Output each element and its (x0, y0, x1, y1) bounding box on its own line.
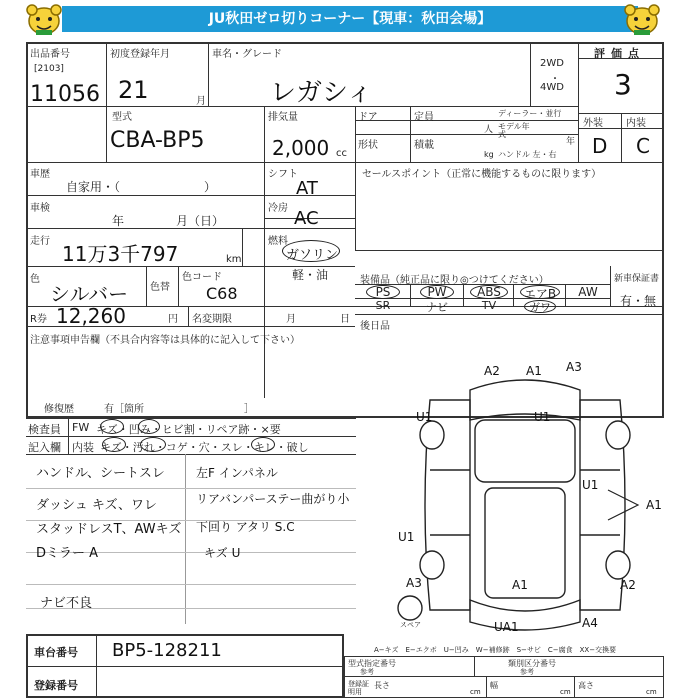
mileage-unit: km (226, 254, 242, 265)
note-left-5: ナビ不良 (40, 596, 93, 611)
inspector-label: 検査員 (28, 423, 61, 436)
mark-a1-right: A1 (646, 498, 662, 512)
mark-ua1-rear: UA1 (494, 620, 519, 634)
mark-u1-right-door: U1 (582, 478, 599, 492)
capacity-label: 定員 (414, 112, 434, 123)
warranty-value: 有・無 (620, 294, 657, 308)
inspection-label: 車検 (30, 203, 50, 214)
equip-gawa: ガワ (529, 301, 551, 314)
inspection-month: 月（日） (176, 214, 225, 228)
equip-ps: PS (375, 285, 391, 299)
drive-2wd: 2WD (540, 58, 564, 69)
note-right-1: 左F インパネル (196, 466, 278, 480)
color-code: C68 (206, 284, 238, 303)
cert-label: 登録証明用 (348, 680, 369, 696)
check-wear-circle (251, 437, 275, 452)
chassis-label: 車台番号 (34, 646, 78, 659)
ac-value: AC (294, 208, 319, 229)
name-change-month: 月 (286, 314, 296, 325)
fuel-label: 燃料 (268, 236, 288, 247)
fuel-diesel: 軽・油 (292, 268, 329, 282)
drive-4wd: 4WD (540, 82, 564, 93)
note-left-2: ダッシュ キズ、ワレ (36, 498, 158, 513)
inspection-year: 年 (112, 214, 125, 228)
equip-tv: TV (481, 299, 497, 312)
lot-label: 出品番号 (30, 49, 70, 60)
note-left-3: スタッドレスT、AWキズ (36, 522, 182, 537)
recycle-unit: 円 (168, 314, 178, 325)
equip-navi: ナビ (426, 301, 448, 314)
mark-a2-rear: A2 (620, 578, 636, 592)
check-dent-circle (138, 419, 160, 434)
color-swap-label: 色替 (150, 282, 170, 293)
year-unit: 年 (566, 137, 576, 147)
equip-abs: ABS (477, 285, 501, 299)
wheel-front-left (420, 421, 444, 449)
spare-tire (398, 596, 422, 620)
equip-ps-circle (366, 285, 400, 299)
fuel-gas-circle (282, 240, 340, 262)
interior-check-label: 内装 (72, 441, 94, 454)
shift-label: シフト (268, 169, 298, 180)
person-label: 人 (484, 125, 494, 135)
front-bumper-outline (470, 380, 580, 420)
equip-aw: AW (578, 285, 598, 299)
first-reg-label: 初度登録年月 (110, 49, 170, 60)
check-row-1: キズ・凹み・ヒビ割・リペア跡・×要 (96, 423, 281, 436)
height-label: 高さ (578, 681, 594, 690)
displacement-label: 排気量 (268, 112, 298, 123)
ref-label-2: 参考 (520, 668, 534, 676)
shape-label: 形状 (358, 140, 378, 151)
lot-number: 11056 (30, 82, 100, 107)
eval-label: 評価点 (594, 47, 645, 60)
displacement-value: 2,000 (272, 136, 330, 160)
warranty-label: 新車保証書 (614, 274, 660, 284)
note-left-4: Dミラー A (36, 546, 99, 561)
model-year-label: モデル年式 (498, 122, 530, 139)
equip-sr: SR (375, 299, 391, 312)
fw-label: FW (72, 421, 90, 434)
exterior-grade: D (592, 134, 608, 158)
mileage-label: 走行 (30, 236, 50, 247)
equip-abs-circle (470, 285, 508, 299)
color-code-label: 色コード (182, 272, 222, 283)
sales-points-label: セールスポイント（正常に機能するものに限ります） (362, 169, 602, 180)
chassis-value: BP5-128211 (112, 640, 222, 661)
check-dirt-circle (140, 437, 166, 452)
mascot-logo-left (22, 2, 66, 38)
mileage-value: 11万3千797 (62, 242, 179, 266)
equipment-label: 装備品（純正品に限り◎つけてください） (360, 275, 549, 286)
car-name: レガシィ (270, 78, 373, 108)
name-change-label: 名変期限 (192, 314, 232, 325)
model-label: 型式 (112, 112, 132, 123)
first-reg-year: 21 (118, 76, 149, 104)
exterior-label: 外装 (583, 118, 603, 129)
category-label: 類別区分番号 (508, 659, 556, 668)
wheel-front-right (606, 421, 630, 449)
notes-label: 注意事項申告欄（不具合内容等は具体的に記入して下さい） (30, 335, 300, 346)
mark-a2-front: A2 (484, 364, 500, 378)
equip-airbag: エアB (523, 287, 557, 301)
width-unit: cm (560, 688, 571, 696)
fuel-gas: ガソリン (286, 248, 339, 263)
mark-u1-hood: U1 (534, 410, 551, 424)
recycle-label: R券 (30, 314, 47, 325)
eval-score: 3 (614, 68, 632, 101)
door-label: ドア (358, 112, 378, 123)
registration-label: 登録番号 (34, 679, 78, 692)
check-row-2: キズ・汚れ・コゲ・穴・スレ・キレ・破し (100, 441, 309, 454)
history-value: 自家用・（ ） (66, 180, 217, 194)
later-items-label: 後日品 (360, 321, 390, 332)
interior-grade: C (636, 134, 650, 158)
load-label: 積載 (414, 140, 434, 151)
header (0, 0, 700, 40)
ac-label: 冷房 (268, 203, 288, 214)
color-value: シルバー (50, 282, 129, 306)
mascot-logo-right (620, 2, 664, 38)
mark-a4-rear: A4 (582, 616, 598, 630)
entry-label: 記入欄 (28, 441, 61, 454)
mark-a1-rear: A1 (512, 578, 528, 592)
hood-outline (475, 420, 575, 482)
first-reg-month-unit: 月 (196, 96, 206, 107)
repair-value: 有［箇所 ］ (104, 404, 254, 415)
check-int-scratch-circle (102, 437, 126, 452)
length-label: 長さ (374, 681, 390, 690)
load-unit: kg (484, 150, 494, 159)
note-right-3: 下回り アタリ S.C (196, 520, 295, 534)
name-change-day: 日 (340, 314, 350, 325)
rear-bumper-outline (470, 600, 580, 630)
color-label: 色 (30, 274, 40, 285)
note-right-4: キズ U (204, 546, 241, 560)
height-unit: cm (646, 688, 657, 696)
equip-pw: PW (427, 285, 447, 299)
repair-label: 修復歴 (44, 404, 74, 415)
equip-pw-circle (420, 285, 454, 299)
wheel-rear-right (606, 551, 630, 579)
history-label: 車歴 (30, 169, 50, 180)
shift-value: AT (296, 178, 318, 199)
mark-a1-front: A1 (526, 364, 542, 378)
mark-a3-front: A3 (566, 360, 582, 374)
car-damage-diagram (380, 360, 670, 640)
equip-gawa-circle (524, 300, 556, 313)
type-approval-label: 型式指定番号 (348, 659, 396, 668)
model-value: CBA-BP5 (110, 128, 205, 153)
mark-u1-left-rear: U1 (398, 530, 415, 544)
displacement-unit: cc (336, 148, 347, 159)
wheel-rear-left (420, 551, 444, 579)
length-unit: cm (470, 688, 481, 696)
width-label: 幅 (490, 681, 498, 690)
equip-airbag-circle (520, 285, 560, 299)
note-left-1: ハンドル、シートスレ (36, 466, 165, 481)
page-title: JU秋田ゼロ切りコーナー【現車：秋田会場】 (62, 6, 638, 32)
mark-u1-left-front: U1 (416, 410, 433, 424)
recycle-value: 12,260 (56, 304, 126, 328)
mark-a3-rear: A3 (406, 576, 422, 590)
lot-code: [2103] (34, 64, 64, 74)
dealer-label: ディーラー・並行 (498, 109, 562, 118)
damage-legend: A−キズ E−エクボ U−凹み W−補修跡 S−サビ C−腐食 XX−交換要 (374, 646, 617, 654)
car-name-label: 車名・グレード (212, 49, 282, 60)
handle-label: ハンドル 左・右 (498, 150, 557, 159)
spare-label: スペア (400, 621, 421, 629)
check-scratch-circle (100, 419, 124, 434)
note-right-2: リアバンパーステー曲がり小 (196, 492, 350, 506)
interior-label: 内装 (626, 118, 646, 129)
drive-sep: ・ (550, 74, 560, 85)
ref-label-1: 参考 (360, 668, 374, 676)
